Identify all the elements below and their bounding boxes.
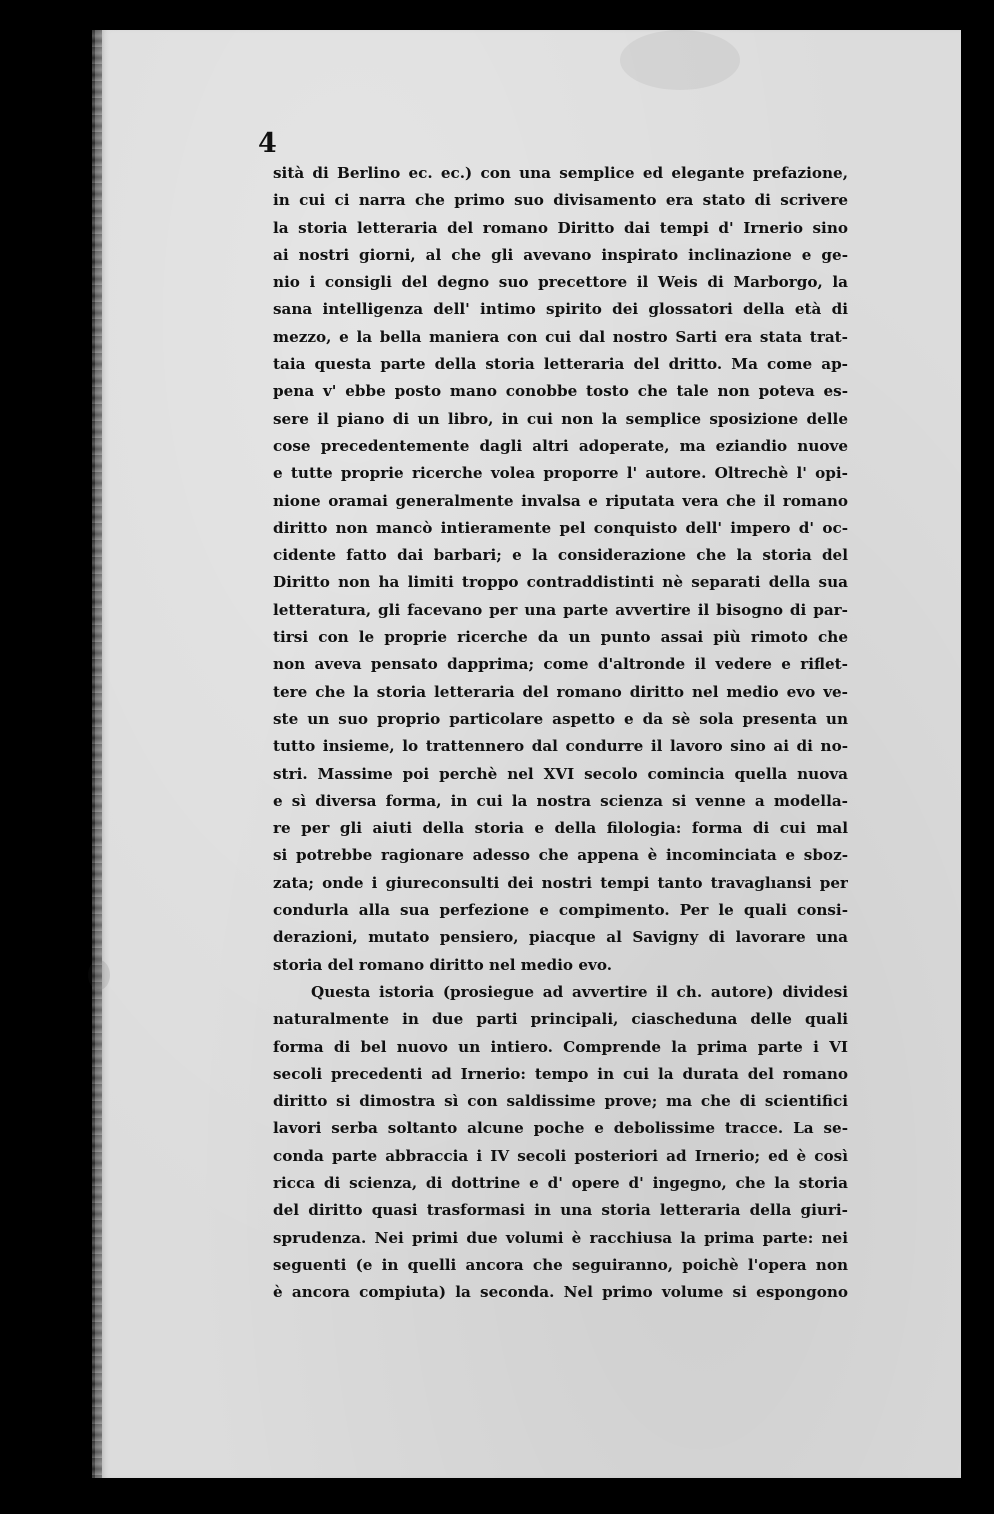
text-line: diritto si dimostra sì con saldissime prove; ma che di scientifici: [273, 1092, 848, 1111]
paper-stain: [620, 30, 740, 90]
text-line: Questa istoria (prosiegue ad avvertire il ch. autore) dividesi: [311, 982, 848, 1001]
paragraph-2: [273, 979, 848, 1307]
text-line: cose precedentemente dagli altri adoperate, ma eziandio nuove: [273, 436, 848, 455]
text-line: la storia letteraria del romano Diritto dai tempi d' Irnerio sino: [273, 218, 848, 237]
text-line: non aveva pensato dapprima; come d'altronde il vedere e riflet-: [273, 655, 848, 674]
text-line: cidente fatto dai barbari; e la considerazione che la storia del: [273, 546, 848, 565]
text-line: lavori serba soltanto alcune poche e debolissime tracce. La se-: [273, 1119, 848, 1138]
text-line: e tutte proprie ricerche volea proporre l' autore. Oltrechè l' opi-: [273, 464, 848, 483]
body-text: [273, 160, 848, 1306]
text-line: mezzo, e la bella maniera con cui dal nostro Sarti era stata trat-: [273, 327, 848, 346]
text-line: sana intelligenza dell' intimo spirito dei glossatori della età di: [273, 300, 848, 319]
torn-page-edge: [92, 30, 102, 1478]
text-line: in cui ci narra che primo suo divisamento era stato di scrivere: [273, 191, 848, 210]
text-line: nione oramai generalmente invalsa e riputata vera che il romano: [273, 491, 848, 510]
text-line: Diritto non ha limiti troppo contraddistinti nè separati della sua: [273, 573, 848, 592]
text-line: sità di Berlino ec. ec.) con una semplice ed elegante prefazione,: [273, 164, 848, 182]
text-line: re per gli aiuti della storia e della filologia: forma di cui mal: [273, 819, 848, 838]
paragraph-1: [273, 160, 848, 979]
text-line: sprudenza. Nei primi due volumi è racchiusa la prima parte: nei: [273, 1228, 848, 1247]
text-line: e sì diversa forma, in cui la nostra scienza si venne a modella-: [273, 791, 848, 810]
paper-stain: [88, 960, 110, 990]
text-line: storia del romano diritto nel medio evo.: [273, 955, 612, 974]
text-line: zata; onde i giureconsulti dei nostri tempi tanto travaglıansi per: [273, 873, 848, 892]
page-number: 4: [258, 128, 277, 159]
text-line: secoli precedenti ad Irnerio: tempo in cui la durata del romano: [273, 1064, 848, 1083]
text-line: nio i consigli del degno suo precettore il Weis di Marborgo, la: [273, 273, 848, 292]
text-line: derazioni, mutato pensiero, piacque al Savigny di lavorare una: [273, 928, 848, 947]
text-line: condurla alla sua perfezione e compimento. Per le quali consi-: [273, 901, 848, 920]
text-line: tirsi con le proprie ricerche da un punto assai più rimoto che: [273, 628, 848, 647]
text-line: seguenti (e in quelli ancora che seguiranno, poichè l'opera non: [273, 1255, 848, 1274]
text-line: tutto insieme, lo trattennero dal condurre il lavoro sino ai di no-: [273, 737, 848, 756]
text-line: si potrebbe ragionare adesso che appena è incominciata e sboz-: [273, 846, 848, 865]
text-line: ricca di scienza, di dottrine e d' opere d' ingegno, che la storia: [273, 1173, 848, 1192]
text-line: conda parte abbraccia i IV secoli posteriori ad Irnerio; ed è così: [273, 1146, 848, 1165]
text-line: sere il piano di un libro, in cui non la semplice sposizione delle: [273, 409, 848, 428]
text-line: forma di bel nuovo un intiero. Comprende la prima parte i VI: [273, 1037, 848, 1056]
text-line: letteratura, gli facevano per una parte avvertire il bisogno di par-: [273, 600, 848, 619]
text-line: del diritto quasi trasformasi in una storia letteraria della giuri-: [273, 1201, 848, 1220]
text-line: pena v' ebbe posto mano conobbe tosto che tale non poteva es-: [273, 382, 848, 401]
text-line: diritto non mancò intieramente pel conquisto dell' impero d' oc-: [273, 518, 848, 537]
text-line: naturalmente in due parti principali, ciascheduna delle quali: [273, 1010, 848, 1029]
text-line: tere che la storia letteraria del romano diritto nel medio evo ve-: [273, 682, 848, 701]
text-line: ste un suo proprio particolare aspetto e da sè sola presenta un: [273, 709, 848, 728]
text-line: stri. Massime poi perchè nel XVI secolo comincia quella nuova: [273, 764, 848, 783]
text-line: ai nostri giorni, al che gli avevano inspirato inclinazione e ge-: [273, 245, 848, 264]
text-line: taia questa parte della storia letteraria del dritto. Ma come ap-: [273, 355, 848, 374]
text-line: è ancora compiuta) la seconda. Nel primo volume si espongono: [273, 1283, 848, 1302]
